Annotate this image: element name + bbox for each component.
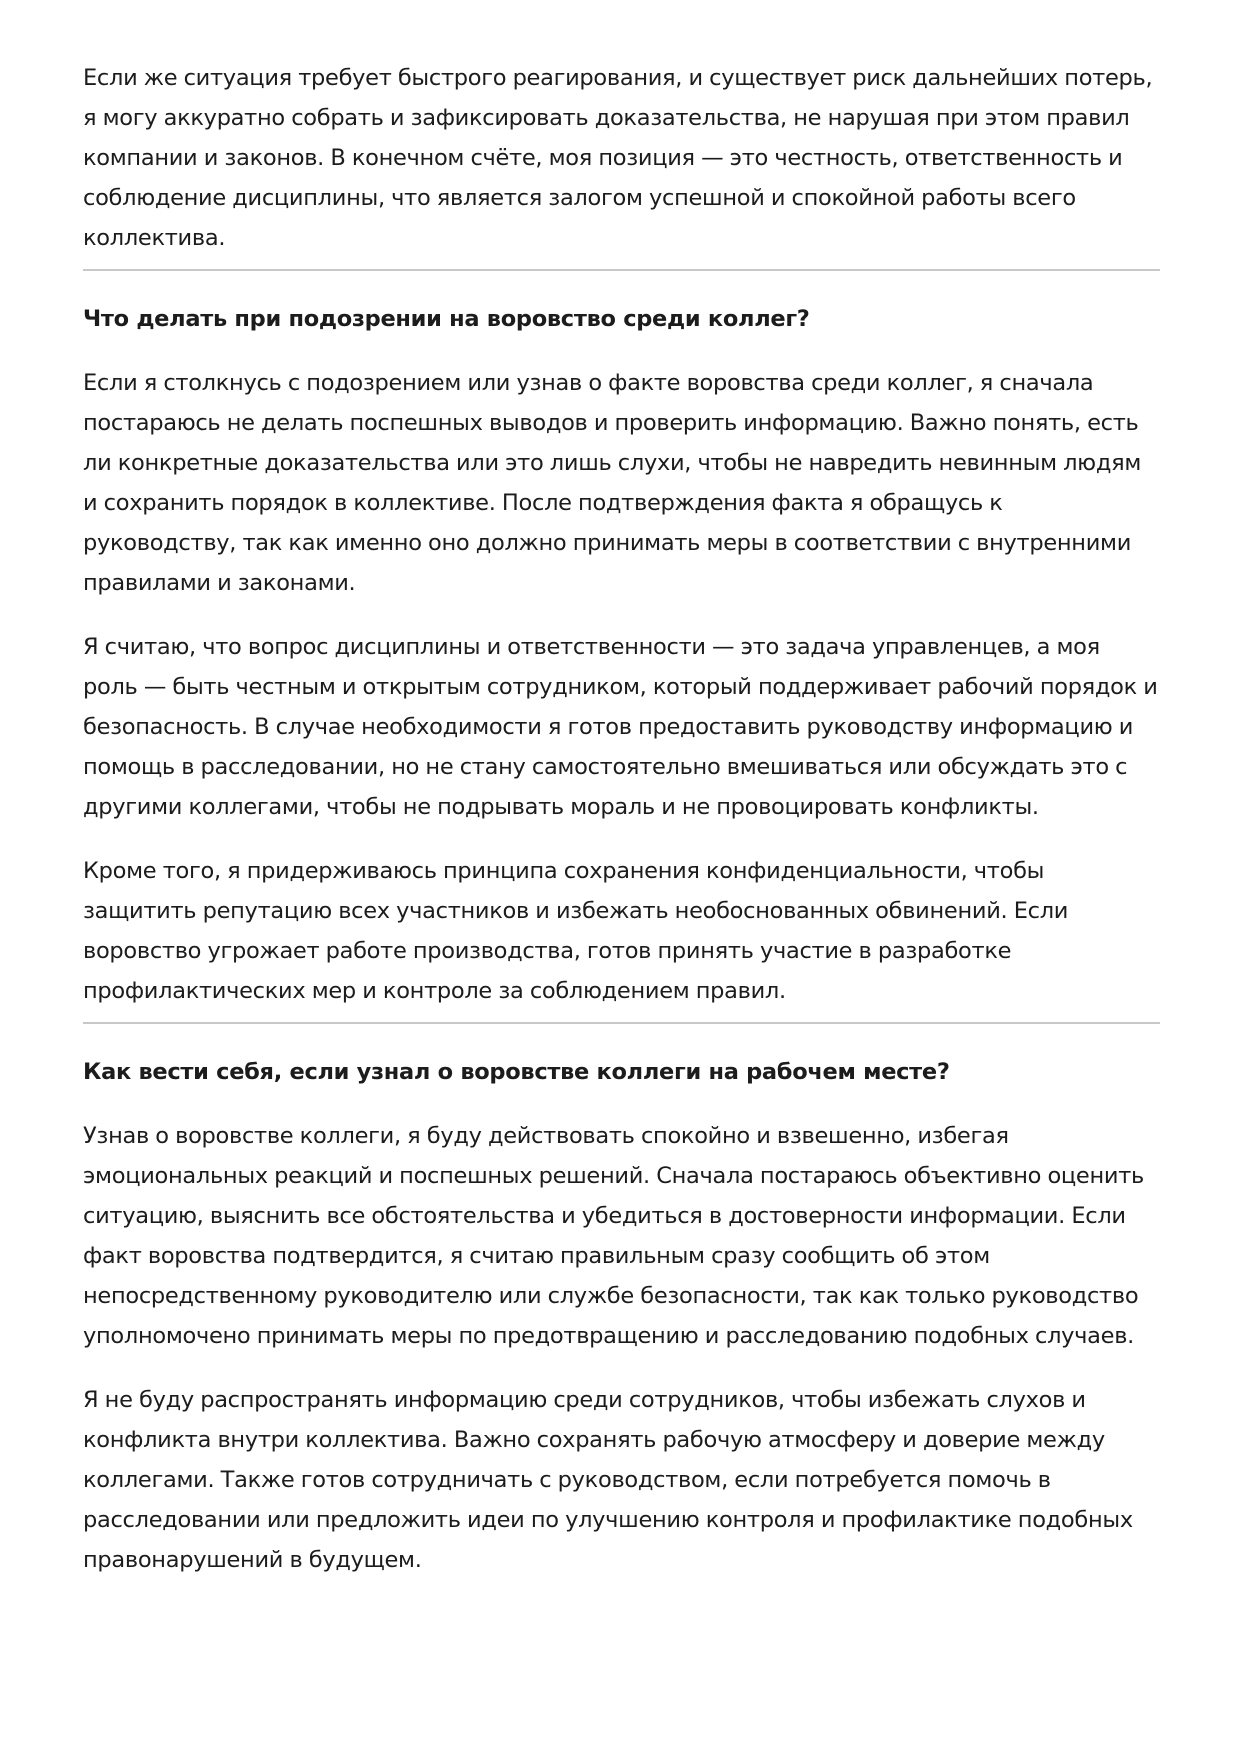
section-heading: Что делать при подозрении на воровство среди коллег? (83, 306, 810, 332)
section-paragraph: Я не буду распространять информацию среди сотрудников, чтобы избежать слухов и конфликта внутри коллектива. Важно сохранять рабочую атмосферу и доверие между коллегами. Также готов сотрудничать с руководством, если потребуется помочь в расследовании или предложить идеи по улучшению контроля и профилактике подобных правонарушений в будущем. (83, 1387, 1133, 1573)
section-paragraph: Узнав о воровстве коллеги, я буду действовать спокойно и взвешенно, избегая эмоциональных реакций и поспешных решений. Сначала постараюсь объективно оценить ситуацию, выяснить все обстоятельства и убедиться в достоверности информации. Если факт воровства подтвердится, я считаю правильным сразу сообщить об этом непосредственному руководителю или службе безопасности, так как только руководство уполномочено принимать меры по предотвращению и расследованию подобных случаев. (83, 1123, 1144, 1349)
section-behavior (83, 1052, 1160, 1580)
section-paragraph: Я считаю, что вопрос дисциплины и ответственности — это задача управленцев, а моя роль — быть честным и открытым сотрудником, который поддерживает рабочий порядок и безопасность. В случае необходимости я готов предоставить руководству информацию и помощь в расследовании, но не стану самостоятельно вмешиваться или обсуждать это с другими коллегами, чтобы не подрывать мораль и не провоцировать конфликты. (83, 634, 1158, 820)
section-divider (83, 1022, 1160, 1024)
section-heading: Как вести себя, если узнал о воровстве коллеги на рабочем месте? (83, 1059, 950, 1085)
section-paragraph: Если я столкнусь с подозрением или узнав о факте воровства среди коллег, я сначала постараюсь не делать поспешных выводов и проверить информацию. Важно понять, есть ли конкретные доказательства или это лишь слухи, чтобы не навредить невинным людям и сохранить порядок в коллективе. После подтверждения факта я обращусь к руководству, так как именно оно должно принимать меры в соответствии с внутренними правилами и законами. (83, 370, 1141, 596)
section-divider (83, 269, 1160, 271)
intro-paragraph: Если же ситуация требует быстрого реагирования, и существует риск дальнейших потерь, я могу аккуратно собрать и зафиксировать доказательства, не нарушая при этом правил компании и законов. В конечном счёте, моя позиция — это честность, ответственность и соблюдение дисциплины, что является залогом успешной и спокойной работы всего коллектива. (83, 65, 1153, 251)
section-paragraph: Кроме того, я придерживаюсь принципа сохранения конфиденциальности, чтобы защитить репутацию всех участников и избежать необоснованных обвинений. Если воровство угрожает работе производства, готов принять участие в разработке профилактических мер и контроле за соблюдением правил. (83, 858, 1069, 1004)
section-suspicion (83, 299, 1160, 1024)
document-page (83, 58, 1160, 1604)
